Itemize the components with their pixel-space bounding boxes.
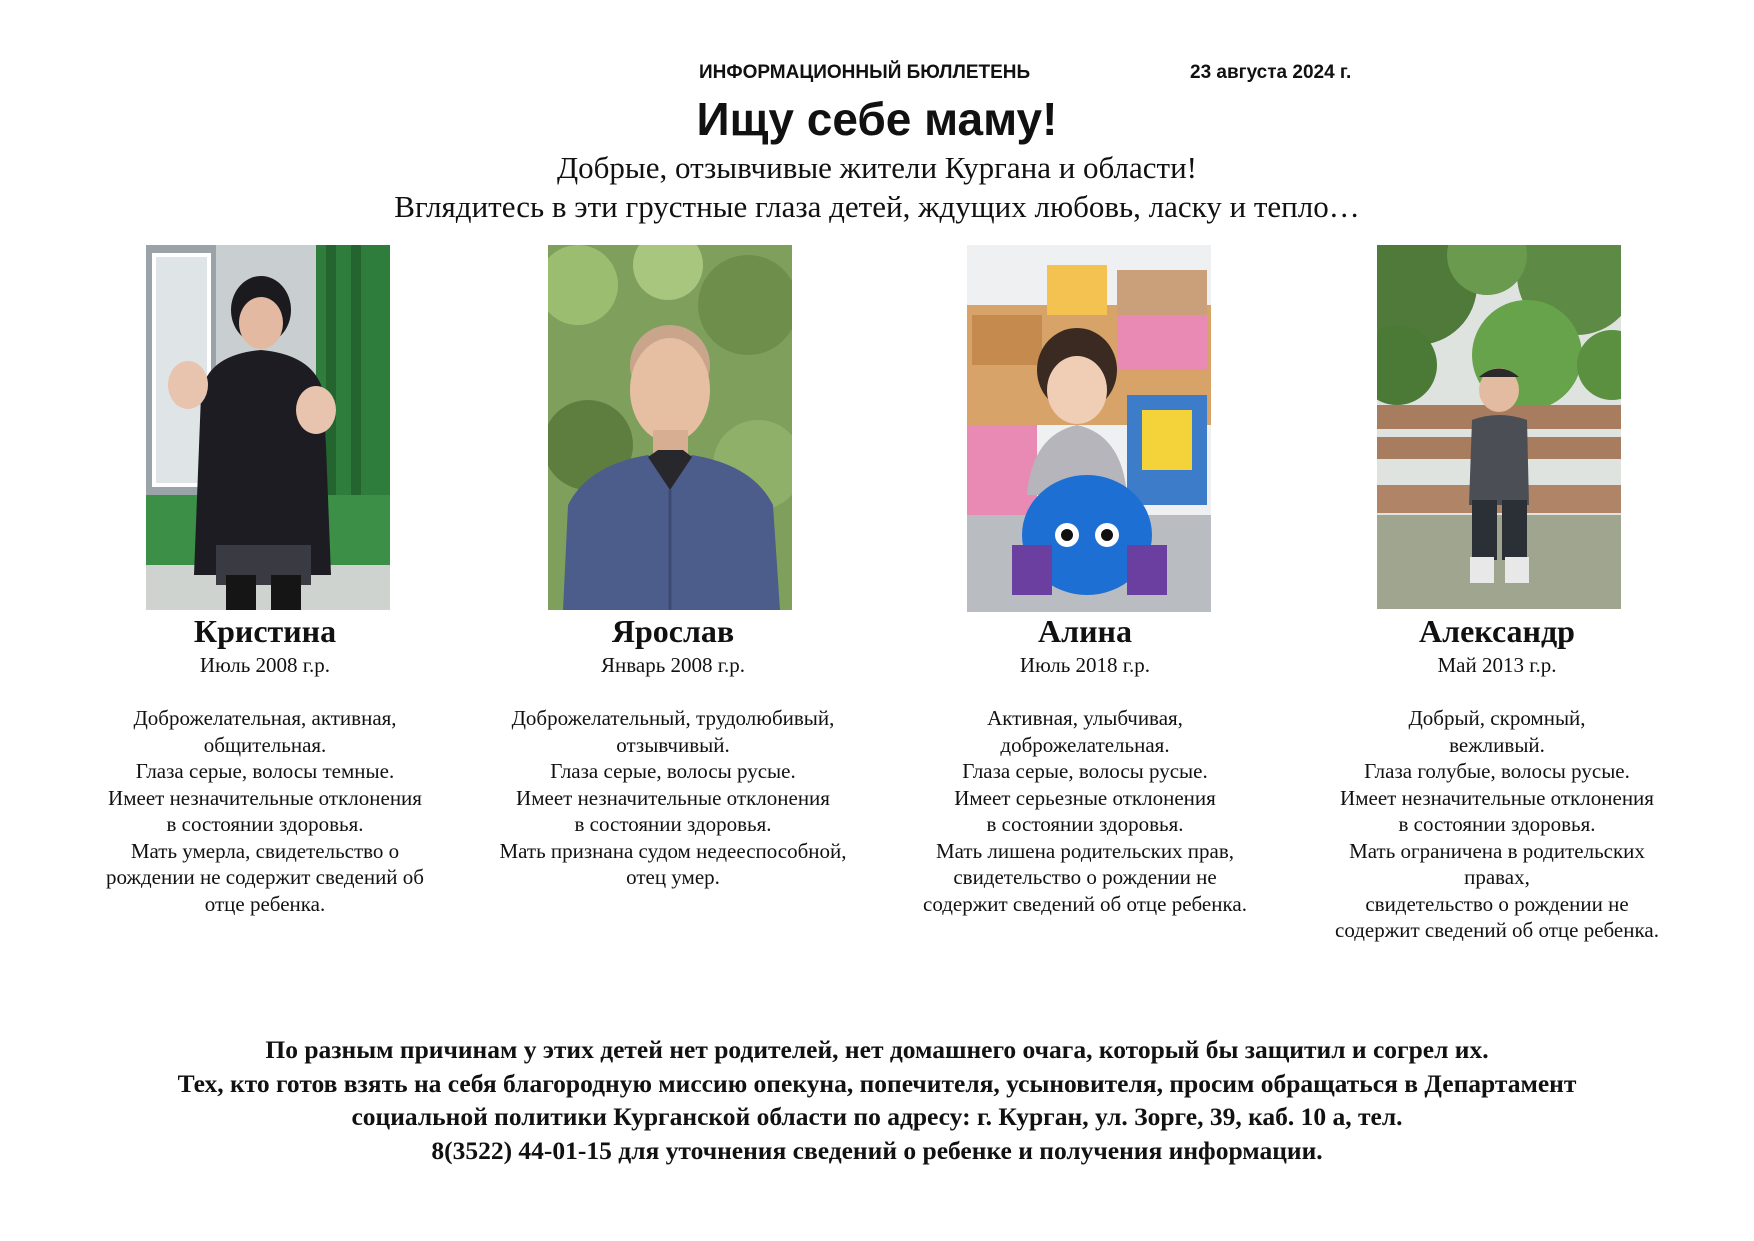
footer-line: социальной политики Курганской области по адресу: г. Курган, ул. Зорге, 39, каб. 10 а, тел. xyxy=(351,1102,1403,1131)
description-line: Глаза голубые, волосы русые. xyxy=(1364,759,1630,783)
description-line: Мать признана судом недееспособной, xyxy=(499,838,847,863)
description-line: отзывчивый. xyxy=(616,732,730,757)
child-name: Ярослав xyxy=(611,613,735,649)
child-description xyxy=(1297,705,1697,944)
description-line: содержит сведений об отце ребенка. xyxy=(1335,918,1659,942)
child-name: Александр xyxy=(1419,613,1575,649)
footer-line: 8(3522) 44-01-15 для уточнения сведений о ребенке и получения информации. xyxy=(431,1135,1323,1165)
description-line: отце ребенка. xyxy=(204,891,326,916)
footer-line: По разным причинам у этих детей нет родителей, нет домашнего очага, который бы защитил и согрел их. xyxy=(265,1035,1489,1064)
child-description xyxy=(65,705,465,917)
description-line: Мать лишена родительских прав, xyxy=(935,838,1235,863)
child-description xyxy=(885,705,1285,917)
child-name: Алина xyxy=(1038,613,1132,649)
child-photo-aleksandr xyxy=(1377,245,1621,609)
description-line: Мать умерла, свидетельство о xyxy=(130,838,400,863)
description-line: Доброжелательный, трудолюбивый, xyxy=(511,706,835,730)
page-title: Ищу себе маму! xyxy=(696,93,1058,145)
child-photo-yaroslav xyxy=(548,245,792,610)
subtitle-line-1: Добрые, отзывчивые жители Кургана и области! xyxy=(556,150,1198,185)
footer-text xyxy=(0,1033,1754,1167)
description-line: свидетельство о рождении не xyxy=(1365,891,1629,916)
description-line: Глаза серые, волосы русые. xyxy=(962,759,1208,783)
description-line: Имеет незначительные отклонения xyxy=(1340,785,1654,810)
description-line: рождении не содержит сведений об xyxy=(106,865,424,889)
description-line: Глаза серые, волосы темные. xyxy=(135,759,395,783)
description-line: Мать ограничена в родительских xyxy=(1349,838,1645,863)
description-line: Добрый, скромный, xyxy=(1408,706,1586,730)
subtitle-line-2: Вглядитесь в эти грустные глаза детей, ждущих любовь, ласку и тепло… xyxy=(394,189,1360,224)
description-line: отец умер. xyxy=(626,865,720,889)
description-line: в состоянии здоровья. xyxy=(986,812,1184,836)
description-line: вежливый. xyxy=(1449,732,1545,757)
child-birth-date: Январь 2008 г.р. xyxy=(600,653,746,677)
child-photo-alina xyxy=(967,245,1211,612)
description-line: свидетельство о рождении не xyxy=(953,865,1217,889)
description-line: Глаза серые, волосы русые. xyxy=(550,759,796,783)
description-line: Имеет серьезные отклонения xyxy=(954,785,1216,810)
description-line: содержит сведений об отце ребенка. xyxy=(923,891,1247,916)
child-birth-date: Май 2013 г.р. xyxy=(1437,653,1557,677)
child-photo-kristina xyxy=(146,245,390,610)
description-line: общительная. xyxy=(203,732,327,757)
child-birth-date: Июль 2008 г.р. xyxy=(199,653,331,677)
description-line: Активная, улыбчивая, xyxy=(987,706,1183,730)
bulletin-label: ИНФОРМАЦИОННЫЙ БЮЛЛЕТЕНЬ xyxy=(699,62,1031,83)
bulletin-date: 23 августа 2024 г. xyxy=(1190,62,1352,83)
description-line: Имеет незначительные отклонения xyxy=(108,785,422,810)
description-line: в состоянии здоровья. xyxy=(166,812,364,836)
child-name: Кристина xyxy=(193,613,337,649)
description-line: Имеет незначительные отклонения xyxy=(516,785,830,810)
description-line: доброжелательная. xyxy=(1000,732,1170,757)
child-description xyxy=(473,705,873,891)
child-birth-date: Июль 2018 г.р. xyxy=(1019,653,1151,677)
description-line: в состоянии здоровья. xyxy=(1398,812,1596,836)
description-line: Доброжелательная, активная, xyxy=(133,706,397,730)
description-line: в состоянии здоровья. xyxy=(574,812,772,836)
description-line: правах, xyxy=(1464,865,1530,889)
footer-line: Тех, кто готов взять на себя благородную миссию опекуна, попечителя, усыновителя, просим обращаться в Департамент xyxy=(177,1068,1577,1098)
